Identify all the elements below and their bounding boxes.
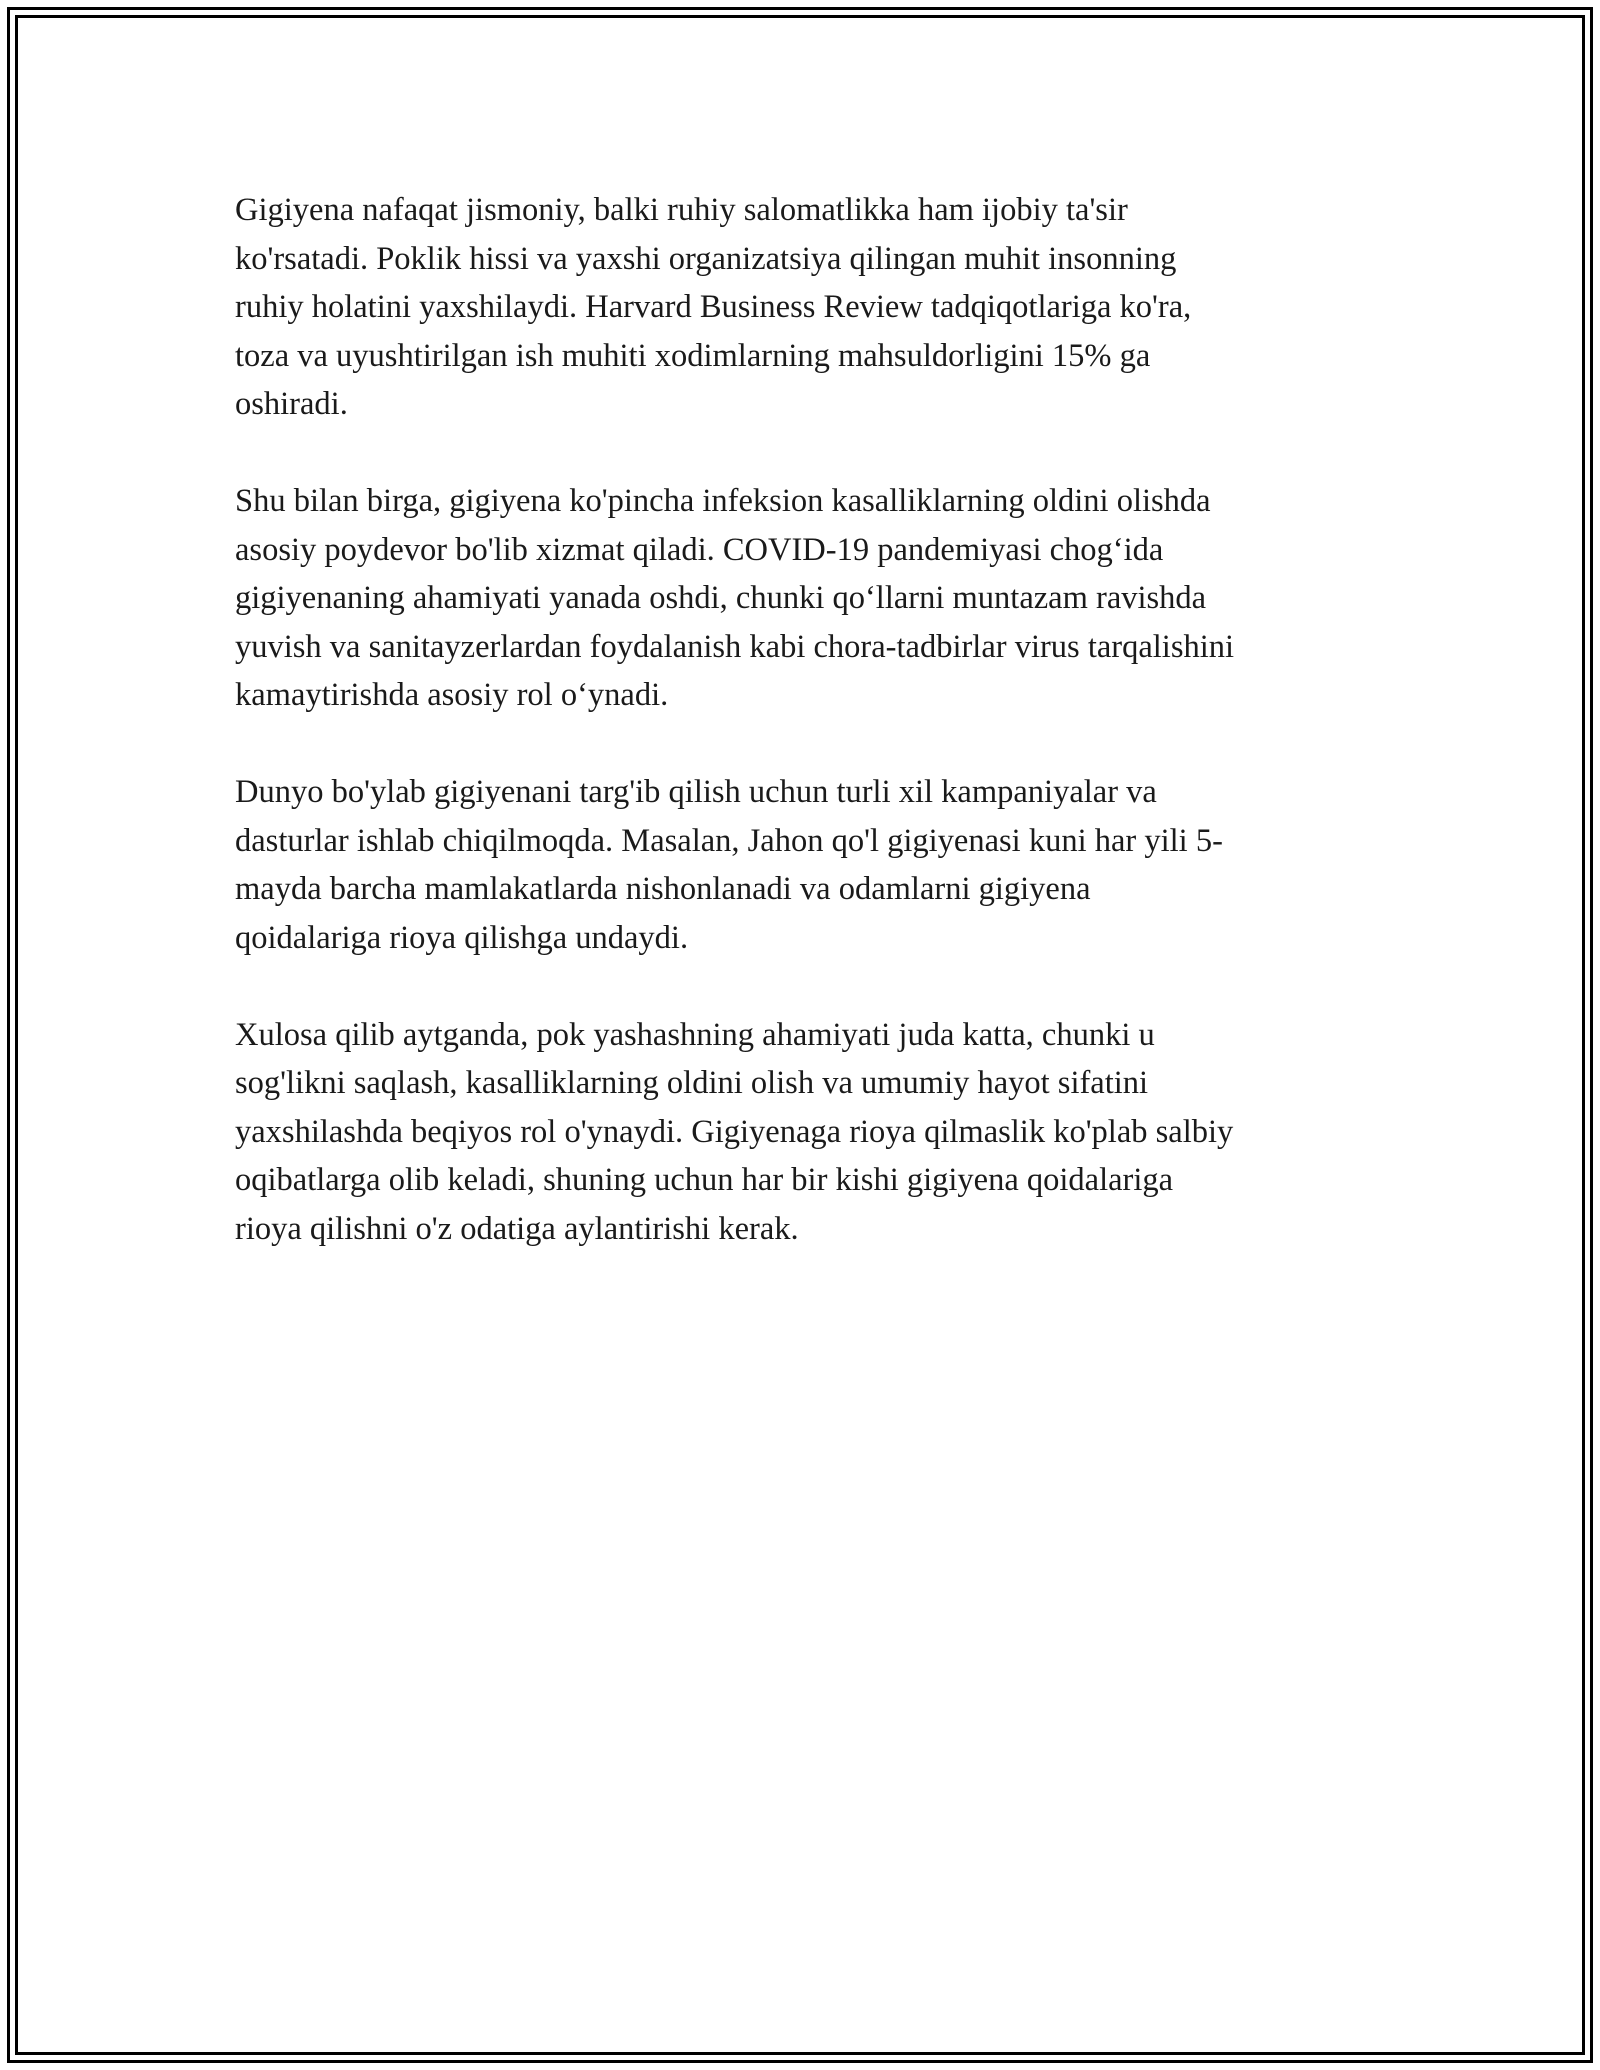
paragraph-hygiene-mental-health: Gigiyena nafaqat jismoniy, balki ruhiy salomatlikka ham ijobiy ta'sir ko'rsatadi. Poklik hissi va yaxshi organizatsiya qilingan muhit insonning ruhiy holatini yaxshilaydi. Harvard Business Review tadqiqotlariga ko'ra, toza va uyushtirilgan ish muhiti xodimlarning mahsuldorligini 15% ga oshiradi. <box>235 192 1192 422</box>
document-body <box>235 186 1370 1302</box>
paragraph-infection-prevention: Shu bilan birga, gigiyena ko'pincha infeksion kasalliklarning oldini olishda asosiy poydevor bo'lib xizmat qiladi. COVID-19 pandemiyasi chog‘ida gigiyenaning ahamiyati yanada oshdi, chunki qo‘llarni muntazam ravishda yuvish va sanitayzerlardan foydalanish kabi chora-tadbirlar virus tarqalishini kamaytirishda asosiy rol o‘ynadi. <box>235 483 1235 713</box>
paragraph-global-campaigns: Dunyo bo'ylab gigiyenani targ'ib qilish uchun turli xil kampaniyalar va dasturlar ishlab chiqilmoqda. Masalan, Jahon qo'l gigiyenasi kuni har yili 5- mayda barcha mamlakatlarda nishonlanadi va odamlarni gigiyena qoidalariga rioya qilishga undaydi. <box>235 774 1223 956</box>
paragraph-conclusion: Xulosa qilib aytganda, pok yashashning ahamiyati juda katta, chunki u sog'likni saqlash, kasalliklarning oldini olish va umumiy hayot sifatini yaxshilashda beqiyos rol o'ynaydi. Gigiyenaga rioya qilmaslik ko'plab salbiy oqibatlarga olib keladi, shuning uchun har bir kishi gigiyena qoidalariga rioya qilishni o'z odatiga aylantirishi kerak. <box>235 1016 1234 1247</box>
